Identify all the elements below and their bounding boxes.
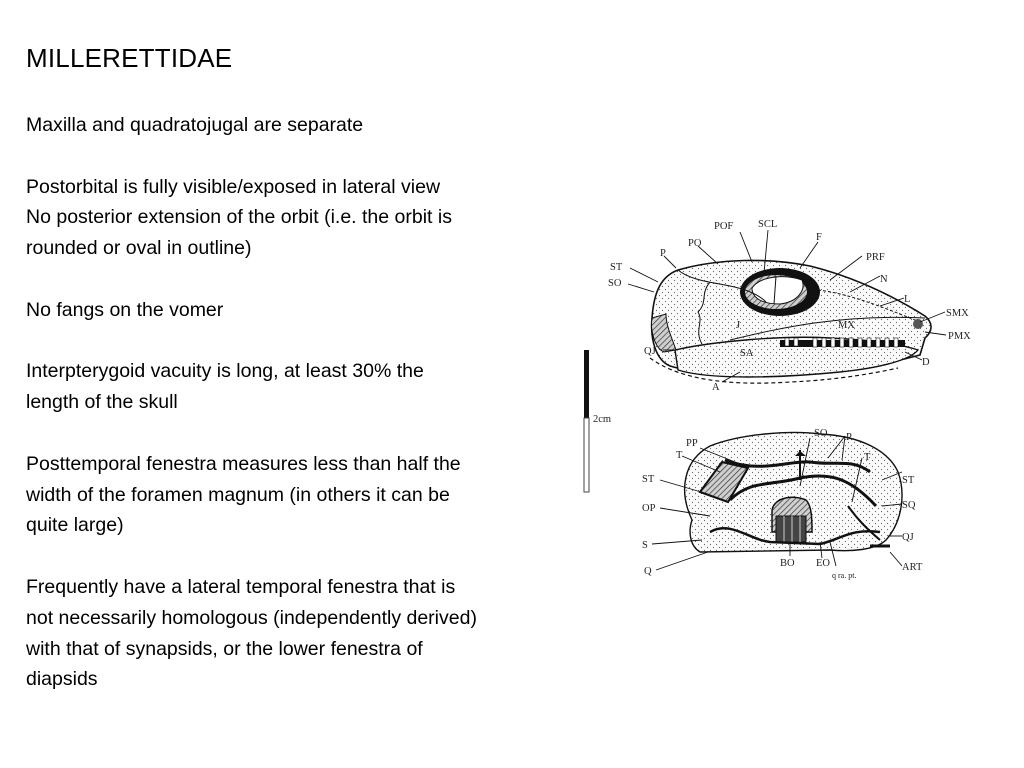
- label-po: PO: [688, 238, 702, 249]
- label-op: OP: [642, 503, 656, 514]
- label-q-left: Q: [644, 566, 652, 577]
- text-line: diapsids: [26, 668, 98, 691]
- label-scl: SCL: [758, 219, 778, 230]
- text-line: Postorbital is fully visible/exposed in lateral view: [26, 175, 441, 198]
- label-f: F: [816, 232, 822, 243]
- lateral-skull-diagram: [608, 219, 971, 393]
- label-sa: SA: [740, 348, 754, 359]
- text-line: not necessarily homologous (independently derived): [26, 606, 477, 629]
- text-line: width of the foramen magnum (in others it can be: [26, 483, 450, 506]
- label-pmx: PMX: [948, 331, 971, 342]
- label-sq: SQ: [902, 500, 916, 511]
- label-qj-occipital: QJ: [902, 532, 914, 543]
- text-line: Frequently have a lateral temporal fenestra that is: [26, 575, 456, 598]
- label-pof: POF: [714, 221, 734, 232]
- label-a: A: [712, 382, 720, 393]
- paragraph-orbit: [26, 202, 586, 264]
- label-art: ART: [902, 562, 923, 573]
- paragraph-interpterygoid: [26, 356, 586, 418]
- paragraph-postorbital: [26, 172, 586, 203]
- paragraph-vomer: [26, 295, 586, 326]
- label-n: N: [880, 274, 888, 285]
- label-s: S: [642, 540, 648, 551]
- label-st-right: ST: [902, 475, 915, 486]
- scale-bar-label: 2cm: [593, 414, 612, 425]
- text-line: length of the skull: [26, 391, 178, 414]
- text-line: with that of synapsids, or the lower fenestra of: [26, 637, 423, 660]
- label-qj: QJ: [644, 346, 656, 357]
- label-prf: PRF: [866, 252, 885, 263]
- paragraph-posttemporal: [26, 449, 586, 541]
- text-line: No fangs on the vomer: [26, 298, 224, 321]
- label-q-ra-pt: q ra. pt.: [832, 571, 857, 580]
- label-t-left: T: [676, 450, 683, 461]
- label-mx: MX: [838, 320, 855, 331]
- slide-body: [26, 110, 586, 726]
- label-p-occipital: P: [846, 432, 852, 443]
- label-l: L: [904, 294, 911, 305]
- label-t-right: T: [864, 452, 871, 463]
- slide-title: MILLERETTIDAE: [26, 43, 233, 73]
- label-so-occipital: SO: [814, 428, 828, 439]
- label-smx: SMX: [946, 308, 969, 319]
- label-d: D: [922, 357, 930, 368]
- scale-bar: [584, 350, 611, 492]
- label-p-lateral: P: [660, 248, 666, 259]
- label-eo: EO: [816, 558, 830, 569]
- occipital-skull-diagram: [642, 428, 923, 580]
- paragraph-temporal-fenestra: [26, 572, 586, 695]
- text-line: Maxilla and quadratojugal are separate: [26, 114, 364, 136]
- text-line: quite large): [26, 514, 124, 537]
- label-j: J: [736, 320, 741, 331]
- label-st-lateral: ST: [610, 262, 623, 273]
- text-line: Interpterygoid vacuity is long, at least 30% the: [26, 360, 424, 383]
- text-line: Posttemporal fenestra measures less than half the: [26, 452, 461, 475]
- paragraph-maxilla: [26, 110, 586, 141]
- label-st-left: ST: [642, 474, 655, 485]
- text-line: rounded or oval in outline): [26, 237, 252, 260]
- label-so-lateral: SO: [608, 278, 622, 289]
- label-bo: BO: [780, 558, 795, 569]
- label-pp: PP: [686, 438, 698, 449]
- skull-figure: [580, 210, 1020, 600]
- text-line: No posterior extension of the orbit (i.e. the orbit is: [26, 206, 452, 229]
